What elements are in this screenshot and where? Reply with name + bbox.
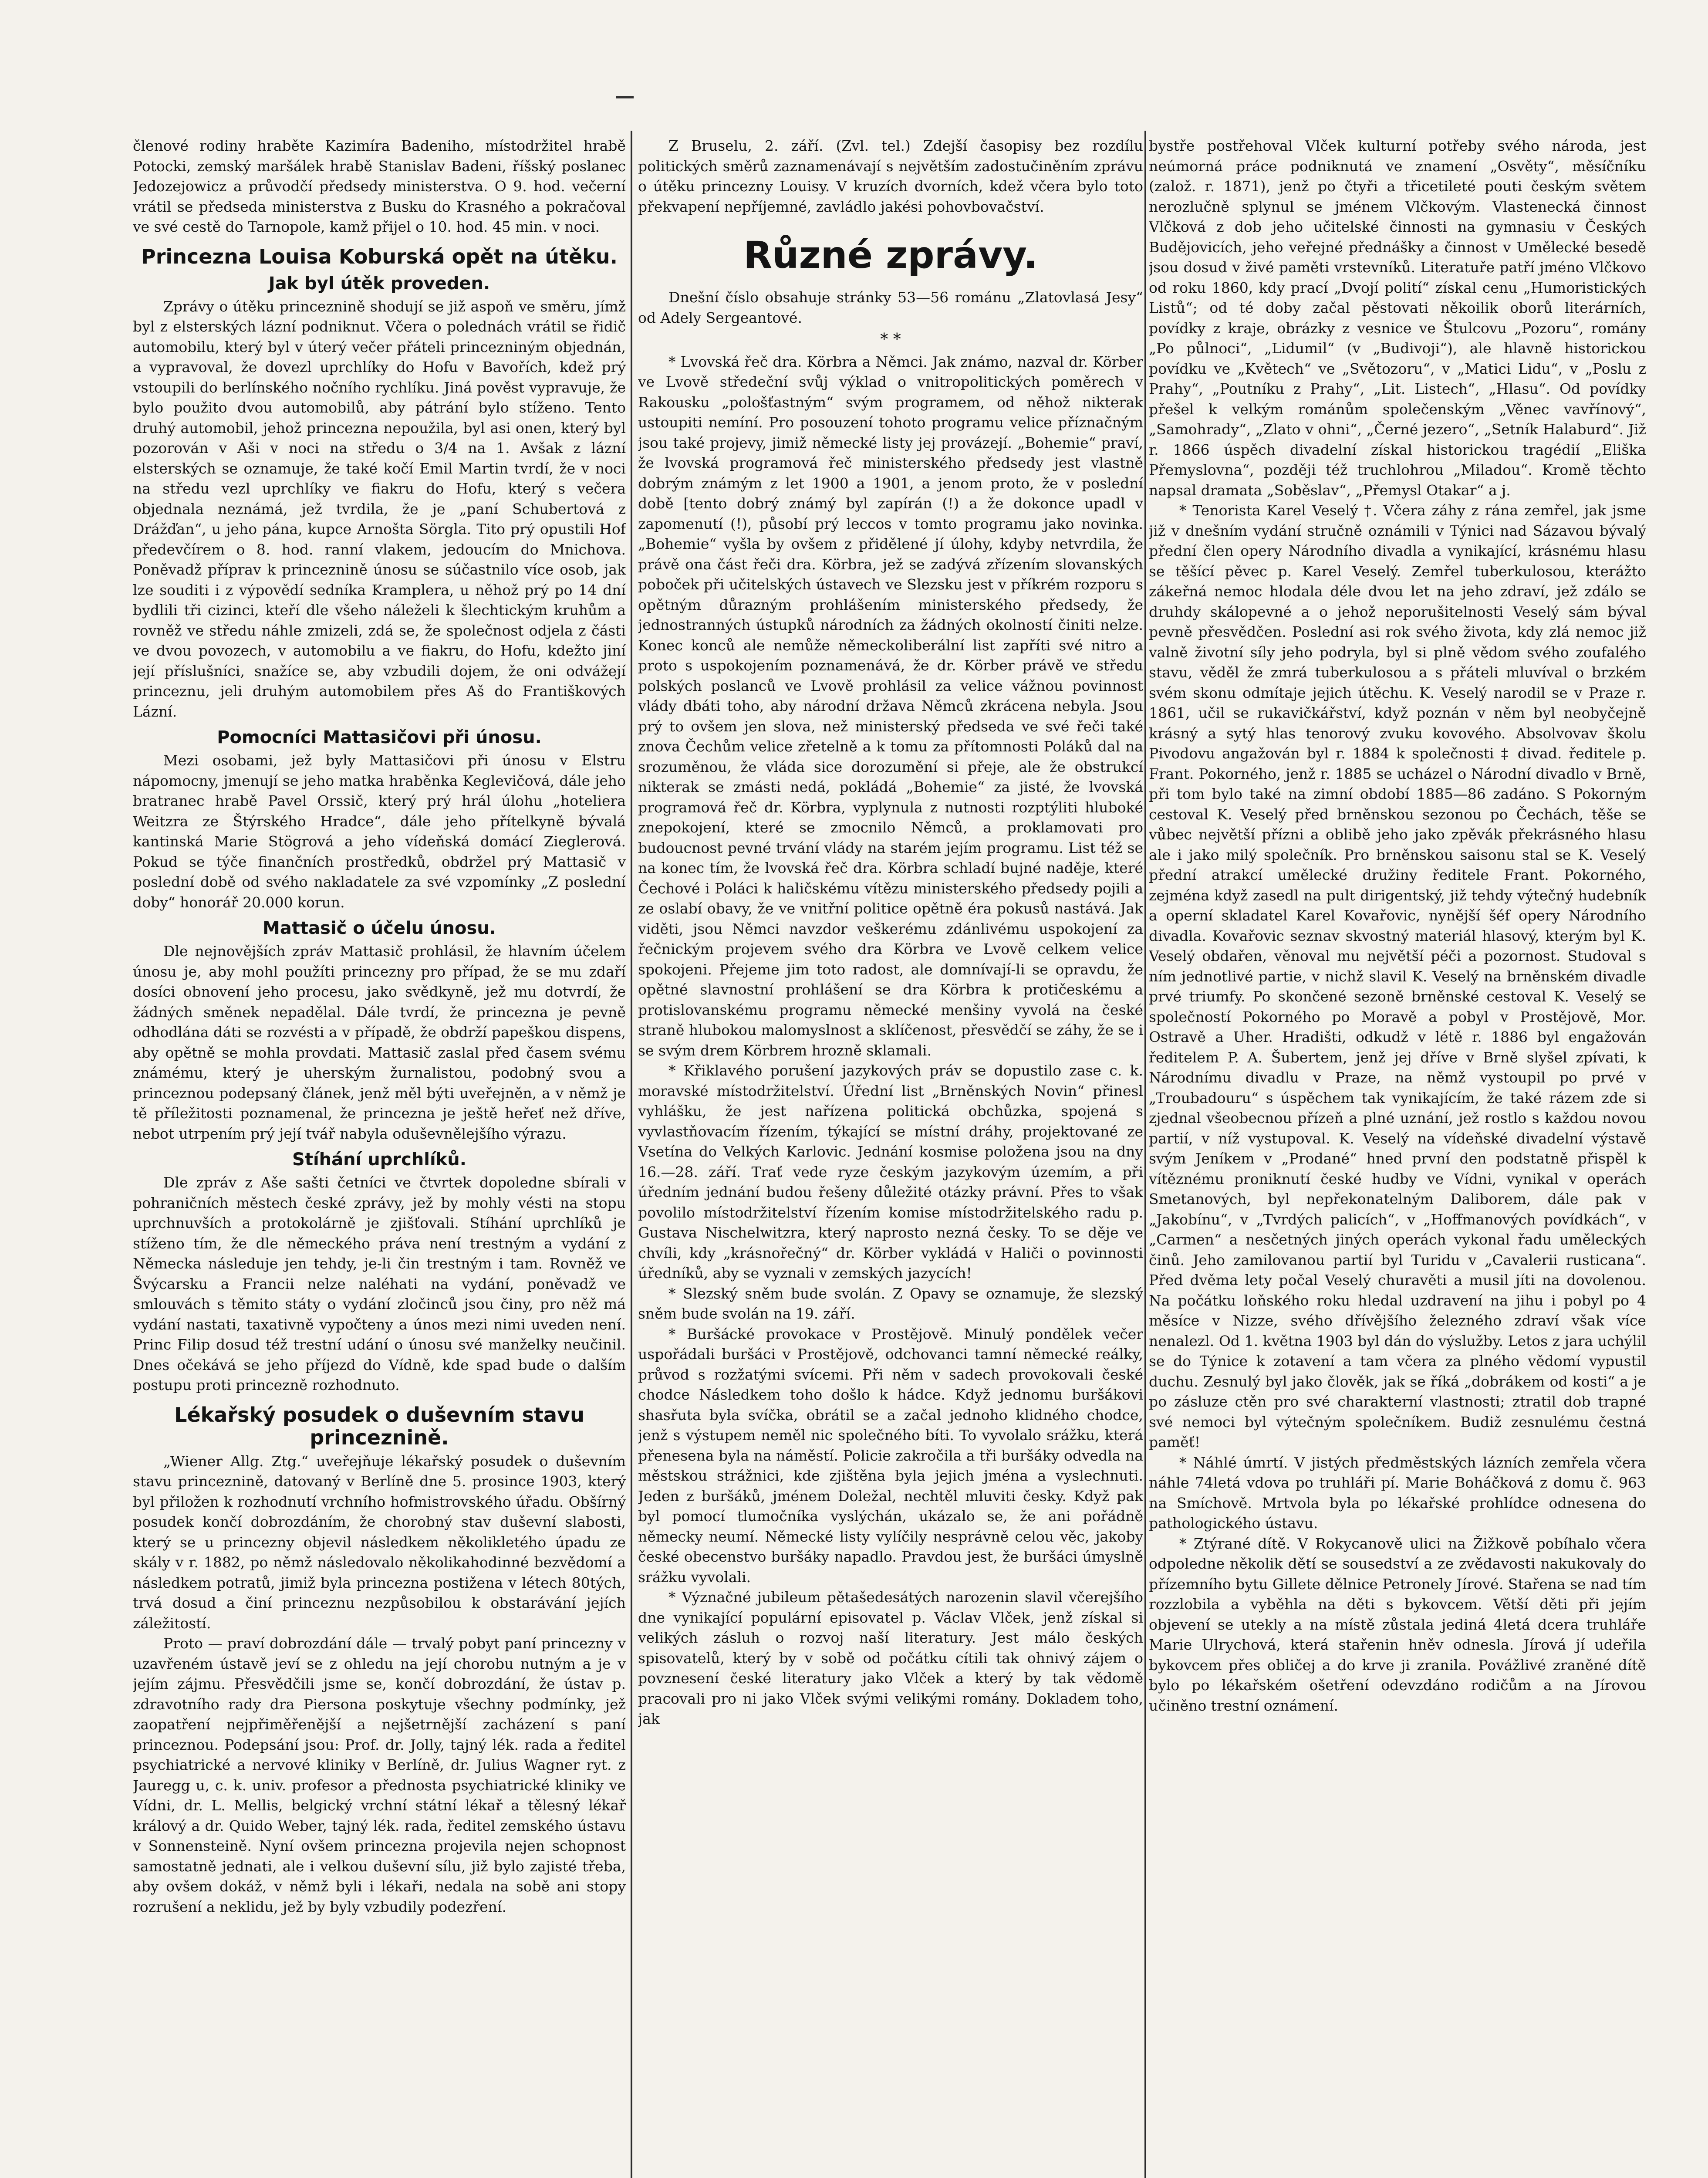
news-item: * Lvovská řeč dra. Körbra a Němci. Jak známo, nazval dr. Körber ve Lvově středeční svůj výklad o vnitropolitických poměrech v Rakousku „pološťastným“ svým programem, od něhož nikterak ustoupiti nemíní. Pro posouzení tohoto programu velice příznačným jsou také projevy, jimiž německé listy jej provázejí. „Bohemie“ praví, že lvovská programová řeč ministerského předsedy jest vlastně dobrým známým z let 1900 a 1901, a jenom proto, že v poslední době [tento dobrý známý byl zapírán (!) a že dokonce upadl v zapomenutí (!), působí prý leccos v tomto programu jako novinka. „Bohemie“ vyšla by ovšem z přidělené jí úlohy, kdyby netvrdila, že právě ona část řeči dra. Körbra, jež se zadývá zřízením slovanských poboček při učitelských ústavech ve Slezsku jest v příkrém rozporu s opětným důrazným prohlášením ministerského předsedy, že jednostranných ústupků národních za žádných okolností činiti nelze. Konec konců ale nemůže německoliberální list zapříti své nitro a proto s uspokojením poznamenává, že dr. Körber právě ve středu polských poslanců ve Lvově prohlásil za velice vážnou povinnost vlády dbáti toho, aby národní država Němců zkrácena nebyla. Jsou prý to ovšem jen slova, než ministerský předseda ve své řeči také znova Čechům velice zřetelně a k tomu za přítomnosti Poláků dal na srozuměnou, že vláda sice dorozumění si přeje, ale že obstrukcí nikterak se zmásti nedá, pokládá „Bohemie“ za jisté, že lvovská programová řeč dr. Körbra, vyplynula z nutnosti rozptýliti hluboké znepokojení, které se zmocnilo Němců, a proklamovati pro budoucnost pevné trvání vlády na starém jejím programu. List též se na konec tím, že lvovská řeč dra. Körbra schladí bujné naděje, které Čechové i Poláci k haličskému vítězu ministerského předsedy pojili a ze oslabí obavy, že ve vnitřní politice opětně éra pokusů nastává. Jak viděti, jsou Němci navzdor veškerému zdánlivému uspokojení za řečnickým projevem svého dra Körbra ve Lvově celkem velice spokojeni. Přejeme jim toto radost, ale domnívají-li se opravdu, že opětné slavnostní prohlášení se dra Körbra k protičeskému a protislovanskému programu německé menšiny vyvolá na české straně hlubokou malomyslnost a sklíčenost, přesvědčí se záhy, že se i se svým drem Körbrem hrozně sklamali. [638,353,1143,1059]
column-3 [1149,136,1646,2178]
news-item: * Buršácké provokace v Prostějově. Minulý pondělek večer uspořádali buršáci v Prostějově, odchovanci tamní německé reálky, průvod s rozžatými svícemi. Při něm v sadech provokovali české chodce Následkem toho došlo k hádce. Když jednomu buršákovi shasřuta byla svíčka, obrátil se a začal jednoho klidného chodce, jenž s výstupem neměl nic společného bíti. To vyvolalo srážku, která přenesena byla na náměstí. Policie zakročila a tři buršáky odvedla na městskou strážnici, kde zjištěna byla jejich jména a vyslechnuti. Jeden z buršáků, jménem Doležal, nechtěl mluviti česky. Když pak byl pomocí tlumočníka vyslýchán, ukázalo se, že ani pořádně německy neumí. Německé listy vylíčily nesprávně celou věc, jakoby české obecenstvo buršáky napadlo. Pravdou jest, že buršáci úmyslně srážku vyvolali. [638,1325,1143,1586]
column-1 [133,136,626,2178]
article-text: Zprávy o útěku princeznině shodují se již aspoň ve směru, jímž byl z elsterských lázní podniknut. Včera o polednách vrátil se řidič automobilu, který byl v úterý večer přáteli princezniným objednán, a vypravoval, že dovezl uprchlíky do Hofu v Bavořích, kdež prý vstoupili do berlínského nočního rychlíku. Jiná pověst vypravuje, že bylo použito dvou automobilů, aby pátrání bylo stíženo. Tento druhý automobil, jehož princezna nepoužila, byl asi onen, který byl pozorován v Aši v noci na středu o 3/4 na 1. Avšak z lázní elsterských se oznamuje, že také kočí Emil Martin tvrdí, že v noci na středu vezl uprchlíky ve fiakru do Hofu, který s večera objednala neznámá, jež tvrdila, že je „paní Schubertová z Drážďan“, u jeho pána, kupce Arnošta Sörgla. Tito prý opustili Hof předevčírem o 8. hod. ranní vlakem, jedoucím do Mnichova. Poněvadž příprav k princeznině únosu se súčastnilo více osob, jak lze souditi i z výpovědí sedníka Kramplera, u něhož prý po 14 dní bydlili tři cizinci, kteří dle všeho náleželi k šlechtickým kruhům a rovněž ve středu náhle zmizeli, zdá se, že společnost odjela z části ve dvou povozech, v automobilu a ve fiakru, do Hofu, kdežto jiní její příslušníci, snažíce se, aby vzbudili dojem, že oni odvážejí princeznu, jeli druhým automobilem přes Aš do Františkových Lázní. [133,298,626,720]
column-rule-1 [631,131,632,2178]
notice-text: Dnešní číslo obsahuje stránky 53—56 románu „Zlatovlasá Jesy“ od Adely Sergeantové. [638,289,1143,326]
article-text: Mezi osobami, jež byly Mattasičovi při únosu v Elstru nápomocny, jmenují se jeho matka hraběnka Keglevičová, dále jeho bratranec hrabě Pavel Orssič, který prý hrál úlohu „hoteliera Weitzra ze Štýrského Hradce“, dále jeho přítelkyně bývalá kantinská Marie Stögrová a jeho vídeňská domácí Zieglerová. Pokud se týče finančních prostředků, obdržel prý Mattasič v poslední době od svého nakladatele za své vzpomínky „Z poslední doby“ honorář 20.000 korun. [133,752,626,911]
column-2 [638,136,1143,2178]
column-rule-2 [1144,131,1146,2178]
section-heading: Stíhání uprchlíků. [292,1150,466,1170]
article-text: Dle nejnovějších zpráv Mattasič prohlásil, že hlavním účelem únosu je, aby mohl použíti princezny pro případ, že se mu zdaří dosíci obnovení jeho procesu, jako svědkyně, jež mu dotvrdí, že žádných směnek nepadělal. Dále tvrdí, že princezna je pevně odhodlána dáti se rozvésti a v případě, že obdrží papeškou dispens, aby opětně se mohla provdati. Mattasič zaslal před časem svému známému, který je uherským žurnalistou, podobný svou a princeznou podepsaný článek, jenž měl býti uveřejněn, a v němž je tě příležitosti poznamenal, že princezna je ještě heřeť než dříve, nebot utrpením prý její tvář nabyla oduševnělejšího výrazu. [133,943,626,1142]
section-heading: Pomocníci Mattasičovi při únosu. [217,727,542,747]
article-text: Z Bruselu, 2. září. (Zvl. tel.) Zdejší časopisy bez rozdílu politických směrů zaznamenávají s největším zadostučiněním zprávu o útěku princezny Louisy. V kruzích dvorních, kdež včera bylo toto překvapení nepříjemné, zavládlo jakési pohovbovačství. [638,137,1143,215]
page-mark [616,96,634,98]
news-item: * Křiklavého porušení jazykových práv se dopustilo zase c. k. moravské místodržitelství. Úřední list „Brněnských Novin“ přinesl vyhlášku, že jest nařízena politická obchůzka, spojená s vyvlastňovacím řízením, týkající se místní dráhy, projektované ze Vsetína do Velkých Karlovic. Jednání kosmise položena jsou na dny 16.—28. září. Trať vede ryze českým jazykovým územím, a při úředním jednání budou řešeny důležité otázky právní. Přes to však povolilo místodržitelství řízením komise místodržitelského radu p. Gustava Nischelwitzra, který naprosto nezná česky. To se děje ve chvíli, kdy „krásnořečný“ dr. Körber vykládá v Haliči o povinnosti úředníků, aby se vyznali v zemských jazycích! [638,1062,1143,1282]
news-item: * Náhlé úmrtí. V jistých předměstských lázních zemřela včera náhle 74letá vdova po truhláři pí. Marie Boháčková z domu č. 963 na Smíchově. Mrtvola byla po lékařské prohlídce odnesena do pathologického ústavu. [1149,1454,1646,1532]
separator: * * [880,331,901,348]
article-text: Dle zpráv z Aše sašti četníci ve čtvrtek dopoledne sbírali v pohraničních městech české zprávy, jež by mohly vésti na stopu uprchnuvších a protokolárně je zjišťovali. Stíhání uprchlíků je stíženo tím, že dle německého práva není trestným a vydání z Německa následuje jen tehdy, je-li čin trestným i tam. Rovněž ve Švýcarsku a Francii nelze naléhati na vydání, poněvadž ve smlouvách s těmito státy o vydání zločinců jsou činy, pro něž má vydání nastati, taxativně vypočteny a únos mezi nimi uveden není. Princ Filip dosud též trestní udání o únosu své manželky neučinil. Dnes očekává se jeho příjezd do Vídně, kde spad bude o dalším postupu proti princezně rozhodnuto. [133,1174,626,1393]
section-title: Různé zprávy. [743,233,1038,277]
news-item: * Význačné jubileum pětašedesátých narozenin slavil včerejšího dne vynikající populární episovatel p. Václav Vlček, jenž získal si velikých zásluh o rozvoj naší literatury. Jest málo českých spisovatelů, který by v sobě od počátku cítili tak ohnivý zájem o povznesení české literatury jako Vlček a který by tak vědomě pracovali pro ni jako Vlček svými velikými romány. Dokladem toho, jak [638,1589,1143,1727]
news-item: * Slezský sněm bude svolán. Z Opavy se oznamuje, že slezský sněm bude svolán na 19. září. [638,1285,1143,1322]
section-heading: Mattasič o účelu únosu. [263,918,496,938]
article-text: „Wiener Allg. Ztg.“ uveřejňuje lékařský posudek o duševním stavu princeznině, datovaný v Berlíně dne 5. prosince 1903, který byl přiložen k rozhodnutí vrchního hofmistrovského úřadu. Obšírný posudek končí dobrozdáním, že chorobný stav duševní slabosti, který se u princezny objevil následkem několikletého úpadu ze skály v r. 1882, po němž následovalo několikahodinné bezvědomí a následkem potratů, jimiž byla princezna postižena v létech 80tých, trvá dosud a činí princeznu nezpůsobilou k obstarávání jejích záležitostí. [133,1452,626,1632]
article-text: bystře postřehoval Vlček kulturní potřeby svého národa, jest neúmorná práce podniknutá ve znamení „Osvěty“, měsíčníku (založ. r. 1871), jenž po čtyři a třicetileté pouti českým světem nerozlučně splynul se jménem Vlčkovým. Vlastenecká činnost Vlčková z dob jeho učitelské činnosti na gymnasiu v Českých Budějovicích, jeho veřejné přednášky a činnost v Umělecké besedě jsou dosud v živé paměti vrstevníků. Literatuře patří jméno Vlčkovo od roku 1860, kdy prací „Dvojí polití“ získal cenu „Humoristických Listů“; od té doby začal pěstovati někoilik oborů literárních, povídky z kraje, obrázky z vesnice ve Štulcovu „Pozoru“, romány „Po půlnoci“, „Lidumil“ (v „Budivoji“), ale hlavně historickou povídku ve „Květech“ ve „Světozoru“, v „Matici Lidu“, v „Poslu z Prahy“, „Poutníku z Prahy“, „Lit. Listech“, „Hlasu“. Od povídky přešel k velkým románům společenským „Věnec vavřínový“, „Samohrady“, „Zlato v ohni“, „Černé jezero“, „Setník Halaburd“. Již r. 1866 úspěch divadelní získal historickou tragédií „Eliška Přemyslovna“, později též truchlohrou „Miladou“. Kromě těchto napsal dramata „Soběslav“, „Přemysl Otakar“ a j. [1149,137,1646,499]
article-headline: Lékařský posudek o duševním stavu princeznině. [174,1403,584,1449]
news-item: * Tenorista Karel Veselý †. Včera záhy z rána zemřel, jak jsme již v dnešním vydání stručně oznámili v Týnici nad Sázavou bývalý přední člen opery Národního divadla a vynikající, krásnému hlasu se těšící pěvec p. Karel Veselý. Zemřel tuberkulosou, kterážto zákeřná nemoc hlodala déle dvou let na jeho zdraví, jež zdálo se druhdy skálopevné a o jehož neporušitelnosti Veselý sám býval pevně přesvědčen. Poslední asi rok svého života, kdy zlá nemoc již valně životní síly jeho podryla, byl si plně vědom svého zoufalého stavu, věděl že zmrá tuberkulosou a s přáteli mluvíval o brzkém svém skonu odmítaje jejich útěchu. K. Veselý narodil se v Praze r. 1861, učil se rukavičkářství, když poznán v něm byl neobyčejně krásný a sytý hlas tenorový zvuku kovového. Absolvovav školu Pivodovu angažován byl r. 1884 k společnosti ‡ divad. ředitele p. Frant. Pokorného, jenž r. 1885 se ucházel o Národní divadlo v Brně, při tom bylo také na zimní období 1885—86 zadáno. S Pokorným cestoval K. Veselý před brněnskou sezonou po Čechách, těše se vůbec největší přízni a oblibě jeho jako zpěvák překrásného hlasu ale i jako milý společník. Pro brněnskou saisonu stal se K. Veselý přední atrakcí umělecké družiny ředitele Frant. Pokorného, zejména když zasedl na pult dirigentský, již tehdy výtečný hudebník a operní skladatel Karel Kovařovic, nynější šéf opery Národního divadla. Kovařovic seznav skvostný materiál hlasový, kterým byl K. Veselý obdařen, věnoval mu největší péči a pozornost. Studoval s ním jednotlivé partie, v nichž slavil K. Veselý na brněnském divadle prvé triumfy. Po skončené sezoně brněnské cestoval K. Veselý se společností Pokorného po Moravě a pobyl v Prostějově, Mor. Ostravě a Uher. Hradišti, odkudž v létě r. 1886 byl engažován ředitelem P. A. Šubertem, jenž jej dříve v Brně slyšel zpívati, k Národnímu divadlu v Praze, na němž vystoupil po prvé v „Troubadouru“ s úspěchem tak vynikajícím, že také rázem zde si zjednal všeobecnou přízeň a plné uznání, jež rostlo s každou novou partií, v níž vystupoval. K. Veselý na vídeňské divadelní výstavě svým Jeníkem v „Prodané“ hned první den podstatně přispěl k vítěznému proniknutí české hudby ve Vídni, vynikal v operách Smetanových, byl nepřekonatelným Daliborem, dále pak v „Jakobínu“, v „Tvrdých palicích“, v „Hoffmanových povídkách“, v „Carmen“ a nesčetných jiných operách vykonal řadu uměleckých činů. Jeho zamilovanou partií byl Turidu v „Cavalerii rusticana“. Před dvěma lety počal Veselý churavěti a musil jíti na dovolenou. Na počátku loňského roku hledal uzdravení na jihu i pobyl po 4 měsíce v Nizze, svého dřívějšího železného zdraví však více nenalezl. Od 1. května 1903 byl dán do výslužby. Letos z jara uchýlil se do Týnice k zotavení a tam včera za plného vědomí vypustil duchu. Zesnulý byl jako člověk, jak se říká „dobrákem od kosti“ a je po zásluze ctěn pro své charakterní vlastnosti; ztratil dob trapné své nemoci byl výtečným společníkem. Budiž zesnulému čestná paměť! [1149,502,1646,1451]
news-item: * Ztýrané dítě. V Rokycanově ulici na Žižkově pobíhalo včera odpoledne několik dětí se sousedství a ze zvědavosti nakukovaly do přízemního bytu Gillete dělnice Petronely Jírové. Stařena se nad tím rozzlobila a vyběhla na děti s bykovcem. Větší děti při jejím objevení se utekly a na místě zůstala jediná 4letá dcera truhláře Marie Ulrychová, která stařenin hněv odnesla. Jírová jí udeřila bykovcem přes obličej a do krve ji zranila. Povážlivé zraněné dítě bylo po lékařském ošetření odevzdáno rodičům a na Jírovou učiněno trestní oznámení. [1149,1535,1646,1714]
section-heading: Jak byl útěk proveden. [268,273,490,294]
article-headline: Princezna Louisa Koburská opět na útěku. [141,244,618,268]
article-text: členové rodiny hraběte Kazimíra Badeniho, místodržitel hrabě Potocki, zemský maršálek hrabě Stanislav Badeni, říšský poslanec Jedozejowicz a průvodčí předsedy ministerstva. O 9. hod. večerní vrátil se předseda ministerstva z Busku do Krasného a pokračoval ve své cestě do Tarnopole, kamž přijel o 10. hod. 45 min. v noci. [133,137,626,235]
article-text: Proto — praví dobrozdání dále — trvalý pobyt paní princezny v uzavřeném ústavě jeví se z ohledu na její chorobu nutným a je v jejím zájmu. Přesvědčili jsme se, končí dobrozdání, že ústav p. zdravotního rady dra Piersona poskytuje všechny podmínky, jež zaopatření nejpřiměřenější a nejšetrnější zacházení s paní princeznou. Podepsání jsou: Prof. dr. Jolly, tajný lék. rada a ředitel psychiatrické a nervové kliniky v Berlíně, dr. Julius Wagner ryt. z Jauregg u, c. k. univ. profesor a přednosta psychiatrické kliniky ve Vídni, dr. L. Mellis, belgický vrchní státní lékař a tělesný lékař králový a dr. Quido Weber, tajný lék. rada, ředitel zemského ústavu v Sonnensteině. Nyní ovšem princezna projevila nejen schopnost samostatně jednati, ale i velkou duševní sílu, již bylo zajisté třeba, aby ovšem dokáž, v němž byli i lékaři, nedala na sobě ani stopy rozrušení a neklidu, jež by byly vzbudily podezření. [133,1635,626,1915]
